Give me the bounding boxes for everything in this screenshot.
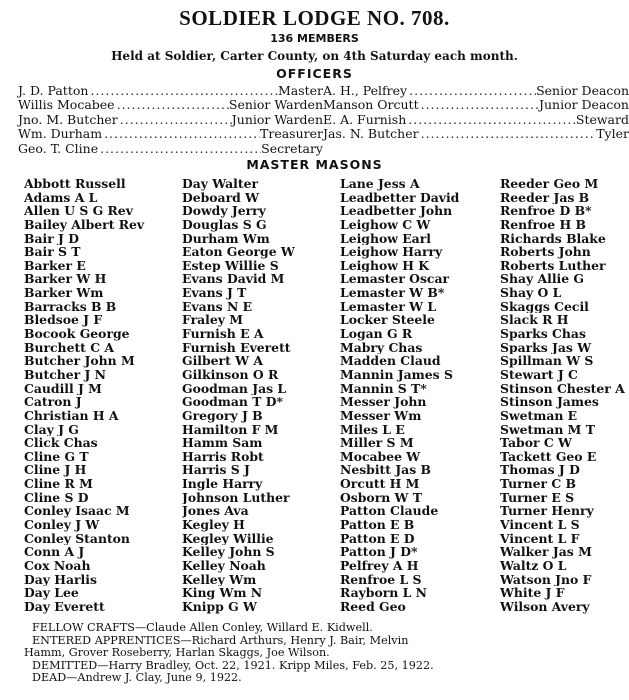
mason-name: Burchett C A [24,340,114,355]
master-masons-heading: MASTER MASONS [246,157,383,172]
mason-name: Thomas J D [500,463,580,478]
mason-name: Kegley Willie [182,531,274,546]
mason-name: Goodman Jas L [182,381,287,396]
officer-name: E. A. Furnish [323,111,407,127]
mason-name: Kelley Wm [182,572,257,587]
officer-title: Senior Warden [228,97,323,113]
mason-name: Leadbetter David [340,190,460,205]
mason-name: Messer Wm [340,408,422,423]
mason-name: Clay J G [24,422,79,437]
mason-name: Spillman W S [500,354,594,368]
mason-name: Hamm Sam [182,436,263,450]
mason-name: Furnish Everett [182,340,291,355]
mason-name: Wilson Avery [500,599,590,614]
mason-name: Skaggs Cecil [500,299,589,314]
mason-name: Johnson Luther [182,490,290,505]
mason-name: Evans David M [182,272,285,287]
mason-name: Barracks B B [24,299,117,314]
mason-name: Locker Steele [340,313,435,328]
mason-column [182,177,340,614]
mason-name: Patton Claude [340,504,439,519]
mason-name: Miles L E [340,422,405,437]
mason-name: Bair J D [24,231,79,246]
officer-row [18,98,629,112]
mason-name: Furnish E A [182,327,264,341]
mason-name: Cline J H [24,463,87,478]
leader-dots [88,84,278,98]
entered-apprentices-continued: Hamm, Grover Roseberry, Harlan Skaggs, Joe Wilson. [24,646,330,660]
mason-name: Kegley H [182,518,245,532]
mason-name: Cline R M [24,477,93,491]
officer-name: Jno. M. Butcher [18,111,118,127]
mason-name: Barker E [24,258,86,273]
mason-name: Vincent L S [500,518,580,532]
leader-dots [407,84,536,98]
mason-name: Durham Wm [182,231,270,246]
leader-dots [98,142,261,156]
mason-name: Conley J W [24,518,100,532]
mason-name: Miller S M [340,436,414,450]
mason-name: Turner Henry [500,504,594,519]
mason-name: Shay Allie G [500,272,585,287]
lodge-title: SOLDIER LODGE NO. 708. [179,6,450,30]
leader-dots [406,113,576,127]
mason-name: Cox Noah [24,558,91,573]
dead-line: DEAD—Andrew J. Clay, June 9, 1922. [32,671,242,685]
mason-name: Renfroe L S [340,572,422,587]
officer-entry [18,113,323,127]
leader-dots [118,113,232,127]
mason-name: Swetman E [500,408,578,423]
officer-name: Wm. Durham [18,126,103,142]
officer-title: Treasurer [260,126,323,142]
mason-name: Bledsoe J F [24,313,103,328]
mason-name: Deboard W [182,190,260,205]
mason-name: Bair S T [24,245,81,259]
mason-name: Day Walter [182,177,258,191]
officer-entry [18,142,323,156]
mason-name: King Wm N [182,586,263,600]
master-masons-list [24,177,629,614]
mason-name: Orcutt H M [340,477,420,491]
mason-name: Logan G R [340,327,413,341]
mason-name: Stinson Chester A [500,381,625,396]
mason-name: Leighow C W [340,217,431,232]
mason-name: Butcher J N [24,367,106,382]
mason-name: Lemaster W L [340,299,437,314]
officer-name: Manson Orcutt [323,97,419,113]
mason-name: Cline S D [24,490,89,505]
officer-entry [18,84,323,98]
mason-name: Madden Claud [340,354,441,368]
mason-name: Slack R H [500,313,569,328]
mason-name: Reed Geo [340,599,406,614]
mason-name: Evans J T [182,286,247,300]
mason-name: Douglas S G [182,217,267,232]
mason-name: Leadbetter John [340,204,453,218]
officer-entry [323,84,629,98]
mason-name: Conley Stanton [24,531,130,546]
mason-name: Lemaster W B* [340,286,445,300]
mason-name: Abbott Russell [24,177,126,191]
meeting-info: Held at Soldier, Carter County, on 4th Saturday each month. [111,49,518,63]
mason-name: Conn A J [24,545,85,559]
officer-name: Jas. N. Butcher [323,126,419,142]
mason-name: Barker W H [24,272,107,287]
officer-entry [323,113,629,127]
mason-name: Kelley John S [182,545,275,559]
footer-notes [24,622,624,685]
mason-name: Christian H A [24,408,119,423]
mason-name: Pelfrey A H [340,558,419,573]
mason-name: Sparks Chas [500,327,586,341]
mason-name: Day Lee [24,586,79,600]
leader-dots [102,127,260,141]
officer-name: J. D. Patton [18,83,89,98]
officer-row [18,84,629,98]
mason-name: Lemaster Oscar [340,272,450,287]
mason-name: Lane Jess A [340,177,420,191]
mason-name: Knipp G W [182,599,257,614]
officer-name: A. H., Pelfrey [323,83,408,98]
mason-name: Harris Robt [182,449,264,464]
mason-name: Evans N E [182,299,253,314]
officer-name: Willis Mocabee [18,97,115,113]
mason-name: Estep Willie S [182,258,279,273]
mason-name: Turner C B [500,477,577,491]
mason-name: Leighow H K [340,258,430,273]
mason-name: Renfroe H B [500,217,587,232]
mason-name: Butcher John M [24,354,135,368]
mason-name: Tabor C W [500,436,572,450]
mason-column [24,177,182,614]
leader-dots [419,98,539,112]
mason-name: White J F [500,586,565,600]
mason-name: Jones Ava [182,504,249,519]
officer-row [18,127,629,141]
mason-name: Stinson James [500,395,599,409]
officers-list [18,84,629,156]
officer-entry [323,142,629,156]
mason-name: Swetman M T [500,422,595,437]
mason-name: Mannin S T* [340,381,427,396]
mason-name: Dowdy Jerry [182,204,266,218]
mason-name: Patton J D* [340,545,418,559]
mason-name: Day Harlis [24,572,97,587]
mason-name: Cline G T [24,449,89,464]
mason-column [500,177,629,614]
mason-name: Adams A L [24,190,98,205]
mason-name: Roberts John [500,245,591,259]
mason-name: Harris S J [182,463,250,478]
mason-name: Barker Wm [24,286,104,300]
mason-name: Ingle Harry [182,477,263,491]
mason-name: Tackett Geo E [500,449,597,464]
member-count: 136 MEMBERS [270,32,359,45]
mason-name: Allen U S G Rev [24,204,133,218]
mason-name: Goodman T D* [182,395,283,409]
mason-name: Patton E D [340,531,415,546]
officer-title: Senior Deacon [536,83,629,98]
mason-name: Mannin James S [340,367,453,382]
officer-title: Master [277,83,323,98]
mason-name: Roberts Luther [500,258,606,273]
mason-name: Catron J [24,395,82,409]
mason-name: Bailey Albert Rev [24,217,145,232]
officer-title: Secretary [261,140,323,156]
officer-entry [18,127,323,141]
mason-name: Patton E B [340,518,415,532]
mason-name: Reeder Jas B [500,190,590,205]
demitted-line: DEMITTED—Harry Bradley, Oct. 22, 1921. Kripp Miles, Feb. 25, 1922. [32,658,434,672]
mason-name: Messer John [340,395,427,409]
mason-name: Renfroe D B* [500,204,592,218]
officer-row [18,142,629,156]
mason-name: Vincent L F [500,531,580,546]
mason-name: Conley Isaac M [24,504,130,519]
mason-name: Nesbitt Jas B [340,463,431,478]
mason-name: Fraley M [182,313,243,328]
mason-name: Caudill J M [24,381,102,396]
officer-name: Geo. T. Cline [18,140,99,156]
mason-name: Eaton George W [182,245,295,259]
officer-title: Junior Warden [231,111,323,127]
mason-name: Bocook George [24,327,130,341]
mason-name: Turner E S [500,490,575,505]
mason-name: Sparks Jas W [500,340,592,355]
leader-dots [115,98,229,112]
mason-name: Stewart J C [500,367,578,382]
mason-column [340,177,500,614]
mason-name: Mocabee W [340,449,421,464]
officer-entry [323,127,629,141]
mason-name: Rayborn L N [340,586,427,600]
mason-name: Walker Jas M [500,545,592,559]
mason-name: Richards Blake [500,231,606,246]
mason-name: Watson Jno F [500,572,592,587]
officer-title: Junior Deacon [538,97,629,113]
officer-row [18,113,629,127]
officer-entry [18,98,323,112]
officer-title: Tyler [596,126,629,142]
mason-name: Leighow Earl [340,231,431,246]
leader-dots [419,127,597,141]
officer-entry [323,98,629,112]
mason-name: Kelley Noah [182,558,266,573]
mason-name: Reeder Geo M [500,177,599,191]
mason-name: Hamilton F M [182,422,279,437]
mason-name: Osborn W T [340,490,422,505]
mason-name: Gilbert W A [182,354,263,368]
officers-heading: OFFICERS [276,66,353,81]
mason-name: Leighow Harry [340,245,443,259]
mason-name: Gregory J B [182,408,263,423]
mason-name: Shay O L [500,286,562,300]
mason-name: Mabry Chas [340,340,423,355]
mason-name: Waltz O L [500,558,567,573]
fellow-crafts-line: FELLOW CRAFTS—Claude Allen Conley, Willard E. Kidwell. [32,621,373,634]
mason-name: Gilkinson O R [182,367,279,382]
officer-title: Steward [575,111,629,127]
entered-apprentices-line: ENTERED APPRENTICES—Richard Arthurs, Henry J. Bair, Melvin [32,633,409,647]
mason-name: Day Everett [24,599,105,614]
mason-name: Click Chas [24,436,98,450]
